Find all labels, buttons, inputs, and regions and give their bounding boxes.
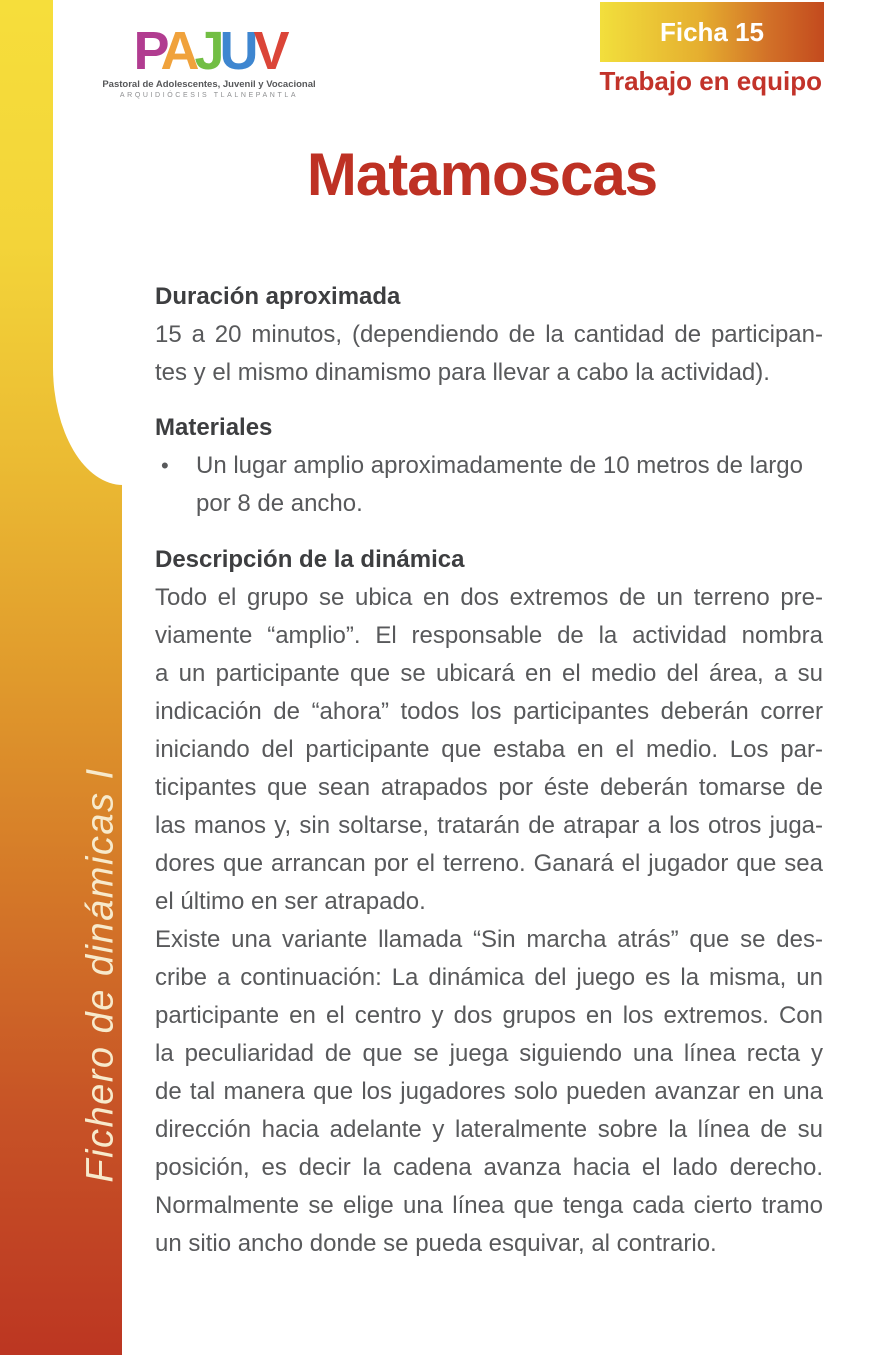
text-line: las manos y, sin soltarse, tratarán de atrapar a los otros juga- <box>155 812 823 839</box>
text-line: un sitio ancho donde se pueda esquivar, al contrario. <box>155 1230 717 1257</box>
text-line: Un lugar amplio aproximadamente de 10 metros de largo <box>196 452 803 479</box>
text-line: iniciando del participante que estaba en el medio. Los par- <box>155 736 823 763</box>
logo-letters <box>95 21 323 81</box>
text-line: ticipantes que sean atrapados por éste deberán tomarse de <box>155 774 823 801</box>
text-line: la peculiaridad de que se juega siguiendo una línea recta y <box>155 1040 823 1067</box>
text-line: participante en el centro y dos grupos en los extremos. Con <box>155 1002 823 1029</box>
section-gap <box>155 523 823 541</box>
materiales-heading: Materiales <box>155 414 273 441</box>
page-title: Matamoscas <box>306 141 658 208</box>
text-line: Existe una variante llamada “Sin marcha atrás” que se des- <box>155 926 823 953</box>
descripcion-heading: Descripción de la dinámica <box>155 546 465 573</box>
sidebar-series-label: Fichero de dinámicas I <box>79 767 122 1183</box>
pajuv-logo <box>95 21 323 99</box>
text-line: cribe a continuación: La dinámica del juego es la misma, un <box>155 964 823 991</box>
text-line: por 8 de ancho. <box>196 490 363 517</box>
duracion-paragraph <box>155 316 823 392</box>
text-line: de tal manera que los jugadores solo pueden avanzar en una <box>155 1078 823 1105</box>
ficha-badge-label: Ficha 15 <box>659 17 765 47</box>
logo-letter-v: V <box>253 21 285 81</box>
descripcion-paragraph-1 <box>155 579 823 921</box>
ficha-badge <box>600 2 824 62</box>
text-line: indicación de “ahora” todos los participantes deberán correr <box>155 698 823 725</box>
text-line: posición, es decir la cadena avanza hacia el lado derecho. <box>155 1154 823 1181</box>
section-gap <box>155 392 823 409</box>
text-line: a un participante que se ubicará en el medio del área, a su <box>155 660 823 687</box>
text-line: tes y el mismo dinamismo para llevar a cabo la actividad). <box>155 359 770 386</box>
text-line: Todo el grupo se ubica en dos extremos de un terreno pre- <box>155 584 823 611</box>
logo-letter-u: U <box>219 21 254 81</box>
text-line: viamente “amplio”. El responsable de la actividad nombra <box>155 622 823 649</box>
logo-subtitle: Pastoral de Adolescentes, Juvenil y Vocacional <box>102 79 316 90</box>
logo-letter-j: J <box>194 21 220 81</box>
category-label: Trabajo en equipo <box>599 66 822 96</box>
logo-letter-a: A <box>160 21 195 81</box>
descripcion-paragraph-2 <box>155 921 823 1263</box>
text-line: el último en ser atrapado. <box>155 888 426 915</box>
materiales-lines <box>196 447 823 523</box>
text-line: Normalmente se elige una línea que tenga cada cierto tramo <box>155 1192 823 1219</box>
text-line: dores que arrancan por el terreno. Ganará el jugador que sea <box>155 850 823 877</box>
logo-letter-p: P <box>133 21 161 81</box>
logo-org-line: ARQUIDIÓCESIS TLALNEPANTLA <box>119 92 299 99</box>
duracion-heading: Duración aproximada <box>155 283 401 310</box>
bullet-marker: • <box>161 453 169 478</box>
text-column <box>155 278 823 1263</box>
materiales-bullet-item <box>155 447 823 523</box>
text-line: dirección hacia adelante y lateralmente sobre la línea de su <box>155 1116 823 1143</box>
text-line: 15 a 20 minutos, (dependiendo de la cantidad de participan- <box>155 321 823 348</box>
